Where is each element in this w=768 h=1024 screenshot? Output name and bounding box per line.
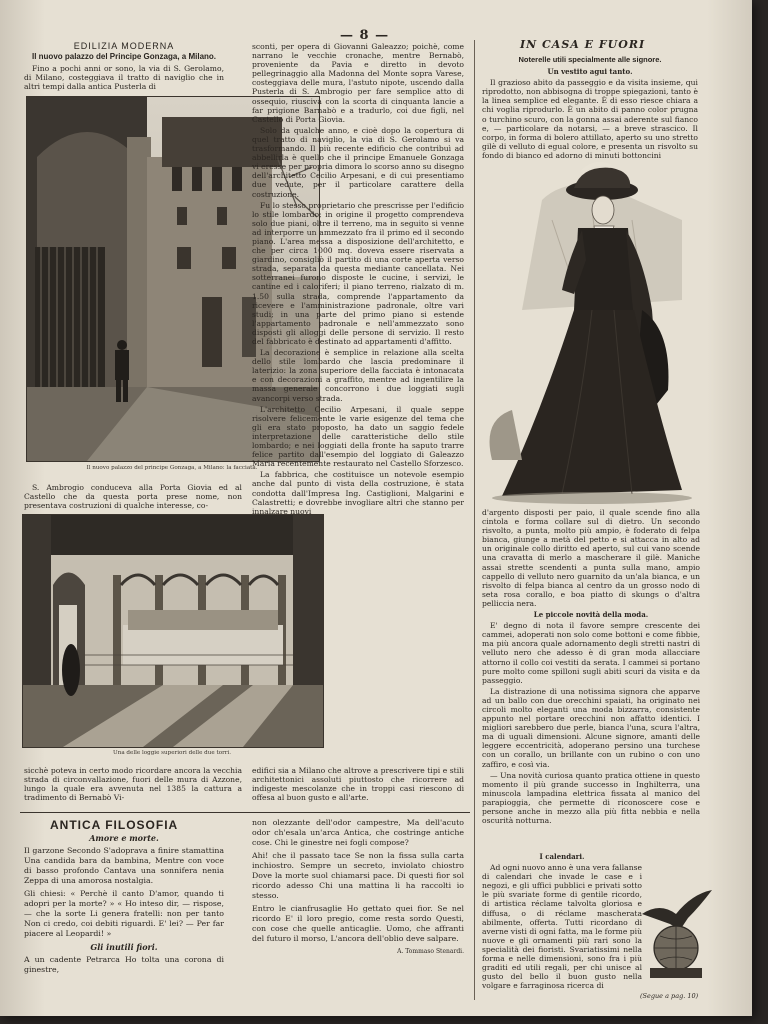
poem-subtitle: Amore e morte.: [89, 833, 159, 843]
article-bottom-left-text: sicchè poteva in certo modo ricordare ancora la vecchia strada di circonvallazione, fuori delle mura di Azzone, lungo la quale era avvenuta nel 1385 la cattura a tradimento di Bernabò Vi-: [24, 766, 242, 803]
photo-caption-2: Una delle loggie superiori delle due torri.: [113, 750, 231, 756]
poem-col1: [24, 832, 224, 978]
section-title-edilizia: EDILIZIA MODERNA: [73, 42, 175, 51]
poem-col2: [252, 818, 464, 957]
article-col2: [252, 42, 464, 758]
poem-stanza-5: Ahi! che il passato tace Se non la fissa sulla carta inchiostro. Sempre un secreto, inviolato chiostro Dove la morte suol chiamarsi pace. Di questi fior sol ricordo adesso Chi una mattina li ha raccolti io stesso.: [252, 851, 464, 900]
continued-note: (Segue a pag. 10): [640, 992, 699, 1000]
fashion-item1-heading: Un vestito agui tanto.: [547, 67, 633, 77]
article-col1-bottom-text: S. Ambrogio conduceva alla Porta Giovia ed al Castello che da questa porta prese nome, non presentava costruzioni di qualche interesse, co-: [24, 483, 242, 511]
article-header: [24, 42, 224, 93]
poem-stanza-6: Entro le cianfrusaglie Ho gettato quei fior. Se nel ricordo E' il loro pregio, come resta sordo Questi, con cose che quelle anticaglie. Uomo, che affranti del futuro il morso, L'ancora dell'oblio deve salpare.: [252, 904, 464, 943]
fashion-item2-p1: E' degno di nota il favore sempre crescente dei cammei, adoperati non solo come bottoni e come fibbie, ma più ancora quale adornamento degli stretti nastri di velluto nero che adesso è di gran moda allacciare attorno il collo coi vestiti da serata. I cammei si portano pure molto come spilloni sugli abiti scuri da visita e da passeggio.: [482, 621, 700, 685]
fashion-item3-heading: I calendari.: [539, 852, 585, 861]
article-bottom-right: [252, 766, 464, 804]
poem-stanza-1: Il garzone Secondo S'adoprava a finire stamattina Una candida bara da bambina, Mentre con voce di basso profondo Cantava una sonnifera nenia Zeppa di una amorosa nostalgia.: [24, 846, 224, 885]
section-divider: [20, 812, 470, 813]
article-col2-p1: sconti, per opera di Giovanni Galeazzo; poichè, come narrano le vecchie cronache, mentre Bernabò, proveniente da Pavia e diretto in devoto pellegrinaggio alla Madonna del Monte sopra Varese, costeggiava delle mura, l'astuto nipote, uscendo dalla Pusterla di S. Ambrogio per fare semplice atto di ossequio, riusciva con la scorta di cinquanta lancie a far prigione Barnabò e a tradurlo, coi due figli, nel Castello di Porta Giovia.: [252, 42, 464, 124]
fashion-item1-p1: Il grazioso abito da passeggio e da visita insieme, qui riprodotto, non abbisogna di troppe spiegazioni, tanto è la linea semplice ed elegante. È di esso riesce chiara a chi voglia riprodurlo. È un abito di panno color prugna o turchino scuro, con la gonna assai aderente sul fianco e, — particolare da notarsi, — a breve strascico. Il corpo, in forma di bolero attillato, aperto su uno stretto gilè di velluto di egual colore, e presenta un risvolto su fondo di bianco ed adorno di minuti bottoncini: [482, 78, 698, 160]
column-divider: [474, 40, 475, 1000]
poem-title: ANTICA FILOSOFIA: [50, 818, 179, 832]
article-col2-p5: L'architetto Cecilio Arpesani, il quale seppe risolvere felicemente le varie esigenze del tema che gli era stato proposto, ha dato un saggio fedele interpretazione delle caratteristiche dello stile lombardo; e nei loggiati della fronte ha saputo trarre felice partito dall'esempio del loggiato di Galeazzo Maria recentemente restaurato nel Castello Sforzesco.: [252, 404, 464, 469]
article-bottom-left: [24, 766, 242, 804]
fashion-item3-p1: Ad ogni nuovo anno è una vera fallanse di calendari che invade le case e i negozi, e gli uffici pubblici e privati sotto le più svariate forme di gentile ricordo, di artistica réclame talvolta gloriosa e diffusa, o di réclame mascherata abilmente, offerta. Tutti ricordano di averne visti di ogni fatta, ma le forme più nuove e gli ornamenti più rari sono la specialità dei fioristi. Svariatissimi nella forma e nelle dimensioni, sono fra i più graditi ed utili regali, per chi unisce al gusto del bello il buon gusto nella volgare e farraginosa ricerca di: [482, 863, 642, 991]
article-col1-bottom: [24, 483, 242, 512]
page-number: — 8 —: [340, 28, 390, 43]
fashion-item1-p2: d'argento disposti per paio, il quale scende fino alla cintola e forma collare sul di dietro. Un secondo risvolto, a punta, molto più ampio, è foderato di felpa bianca, giunge a metà del petto e si attacca in alto ad un originale collo diritto ed aperto, sul cui vano scende una cravatta di merlo a mascherare il gilè. Maniche assai strette scendenti a punta sulla mano, ampio cappello di velluto nero guarnito da un'ala bianca, e un risvolto di felpa bianca al centro da un grosso nodo di seta rosa corallo, e boa piatto di skungs o d'altra pelliccia nera.: [482, 508, 700, 608]
article-intro: Fino a pochi anni or sono, la via di S. Gerolamo, di Milano, costeggiava il tratto di naviglio che in altri tempi dalla antica Pusterla di: [24, 64, 224, 92]
eagle-globe-emblem: [640, 884, 714, 984]
poem-subtitle-2: Gli inutili fiori.: [90, 942, 158, 952]
fashion-illustration-image: [482, 160, 712, 506]
fashion-col-top: [482, 54, 698, 162]
fashion-item2-heading: Le piccole novità della moda.: [533, 610, 649, 620]
poem-stanza-2: Gli chiesi: « Perchè il canto D'amor, quando ti adopri per la morte? » « Ho inteso dir, — rispose, — che la sorte Li genera fratelli: non per tanto Non ci credo, coi debiti riguardi. E' lei? — Per far piacere al Leopardi! »: [24, 889, 224, 938]
article-col2-p4: La decorazione è semplice in relazione alla scelta dello stile lombardo che lascia predominare il laterizio: la zona superiore della facciata è intonacata e con decorazioni a graffito, mentre ad ingentilire la massa generale concorrono i due loggiati sugli avancorpi verso strada.: [252, 348, 464, 403]
fashion-col-middle: [482, 508, 700, 827]
section-title-in-casa: IN CASA E FUORI: [520, 38, 646, 51]
fashion-subtitle: Noterelle utili specialmente alle signore.: [518, 55, 662, 64]
article-headline: Il nuovo palazzo del Principe Gonzaga, a Milano.: [31, 52, 217, 62]
article-col2-p3: Fu lo stesso proprietario che prescrisse per l'edificio lo stile lombardo; in origine il progetto comprendeva solo due piani, oltre il terreno, ma in seguito si venne ad interporre un ammezzato fra il primo ed il secondo piano. L'area messa a disposizione dell'architetto, e che per circa 1000 mq. doveva essere riservata a giardino, consigliò il partito di una corte aperta verso strada, separata da questa mediante cancellata. Nei sotterranei furono disposte le cucine, i servizi, le cantine ed i caloriferi; il piano terreno, rialzato di m. 1.50 sulla strada, comprende l'appartamento da ricevere e l'amministrazione padronale, oltre vari studi; in una parte del primo piano si estende l'appartamento padronale e nell'ammezzato sono disposti gli alloggi delle persone di servizio. Il resto del fabbricato è destinato ad appartamenti d'affitto.: [252, 200, 464, 346]
fashion-col-bottom: [482, 850, 642, 1010]
article-col2-p2: Solo da qualche anno, e cioè dopo la copertura di quel tratto di naviglio, la via di S. Gerolamo si va trasformando. Il più recente edificio che contribuì ad abbellirla è quello che il principe Emanuele Gonzaga vi eresse per propria dimora lo scorso anno su disegno dell'architetto Cecilio Arpesani, e di cui presentiamo due vedute, per il particolare carattere della costruzione.: [252, 125, 464, 199]
fashion-item2-p2: La distrazione di una notissima signora che apparve ad un ballo con due orecchini spaiati, ha originato nei circoli molto eleganti una moda bizzarra, consistente appunto nel portare orecchini non affatto identici. I migliori sarebbero due perle, bianca l'una, scura l'altra, ma di uguali dimensioni. Alcune signore, amanti delle leggere eccentricità, adoperano persino una turchese con un corallo, un brillante con un rubino o con uno zaffiro, e così via.: [482, 686, 700, 769]
article-bottom-right-text: edifici sia a Milano che altrove a prescrivere tipi e stili architettonici assoluti piuttosto che ricorrere ad indigeste mescolanze che in troppi casi riescono di offesa al buon gusto e all'arte.: [252, 766, 464, 803]
poem-signature: A. Tommaso Stenardi.: [397, 948, 464, 955]
woman-fashion-illustration: [482, 160, 712, 506]
photo-caption-1: Il nuovo palazzo del principe Gonzaga, a Milano: la facciata.: [86, 465, 258, 471]
article-col2-p6: La fabbrica, che costituisce un notevole esempio anche dal punto di vista della costruzione, è stata condotta dall'Impresa Ing. Castiglioni, Malgarini e Calastretti; e dovrebbe invogliare altri che stanno per innalzare nuovi: [252, 470, 464, 516]
poem-stanza-4: non olezzante dell'odor campestre, Ma dell'acuto odor ch'esala un'arca Antica, che costringe antiche cose. Chi le ginestre nei fogli compose?: [252, 818, 464, 847]
eagle-globe-icon: [640, 884, 714, 984]
fashion-item2-p3: — Una novità curiosa quanto pratica ottiene in questo momento il più grande successo in Inghilterra, una minuscola lampadina elettrica fissata al manico del parapioggia, che permette di riconoscere cose e persone anche in mezzo alla più fitta nebbia e nella oscurità notturna.: [482, 770, 700, 826]
poem-stanza-3: A un cadente Petrarca Ho tolta una corona di ginestre,: [24, 955, 224, 974]
